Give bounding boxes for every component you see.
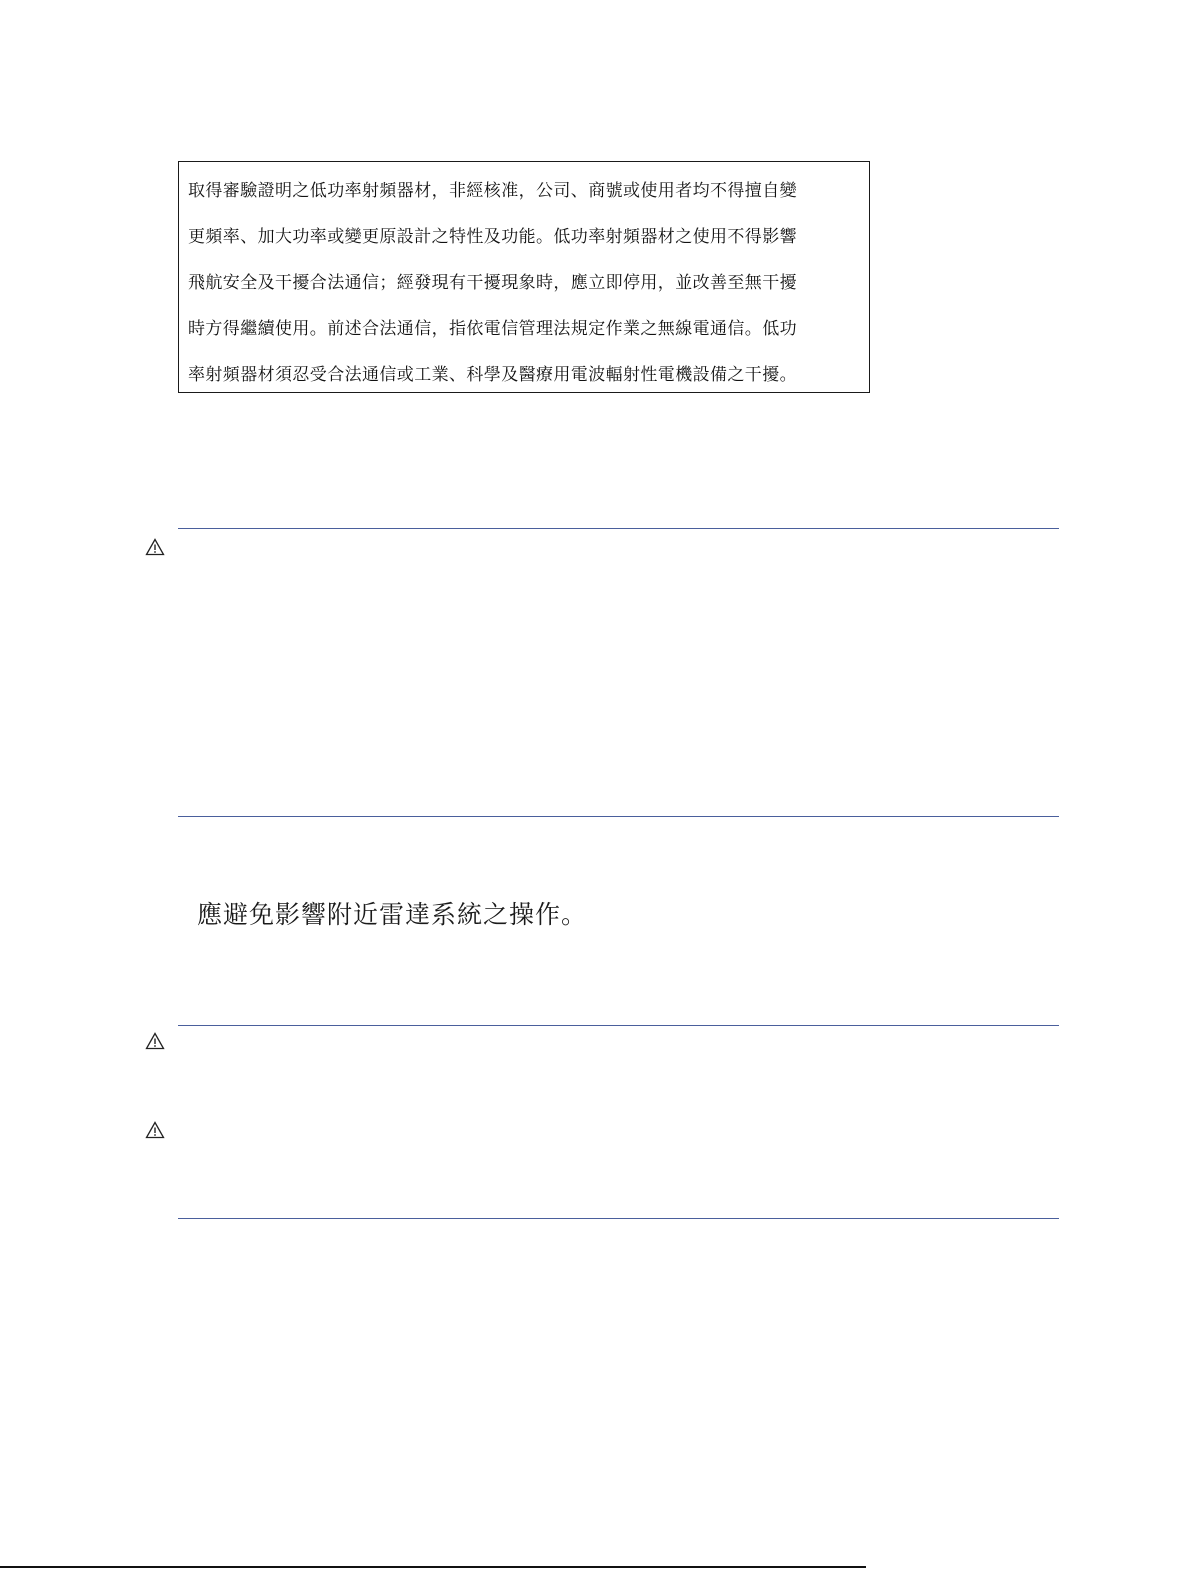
warning-triangle-icon (145, 1121, 165, 1139)
section-divider-top-1 (178, 528, 1059, 529)
notice-box (178, 161, 870, 393)
notice-line-1: 取得審驗證明之低功率射頻器材，非經核准，公司、商號或使用者均不得擅自變 (188, 181, 797, 201)
warning-triangle-icon (145, 538, 165, 556)
notice-line-4: 時方得繼續使用。前述合法通信，指依電信管理法規定作業之無線電通信。低功 (188, 319, 797, 339)
radar-notice: 應避免影響附近雷達系統之操作。 (197, 900, 588, 929)
notice-line-5: 率射頻器材須忍受合法通信或工業、科學及醫療用電波輻射性電機設備之干擾。 (188, 365, 797, 385)
section-divider-top-2 (178, 1025, 1059, 1026)
section-divider-bottom-2 (178, 1218, 1059, 1219)
notice-line-3: 飛航安全及干擾合法通信；經發現有干擾現象時，應立即停用，並改善至無干擾 (188, 273, 797, 293)
warning-triangle-icon (145, 1032, 165, 1050)
notice-line-2: 更頻率、加大功率或變更原設計之特性及功能。低功率射頻器材之使用不得影響 (188, 227, 797, 247)
section-divider-bottom-1 (178, 816, 1059, 817)
footer-rule (0, 1566, 866, 1568)
